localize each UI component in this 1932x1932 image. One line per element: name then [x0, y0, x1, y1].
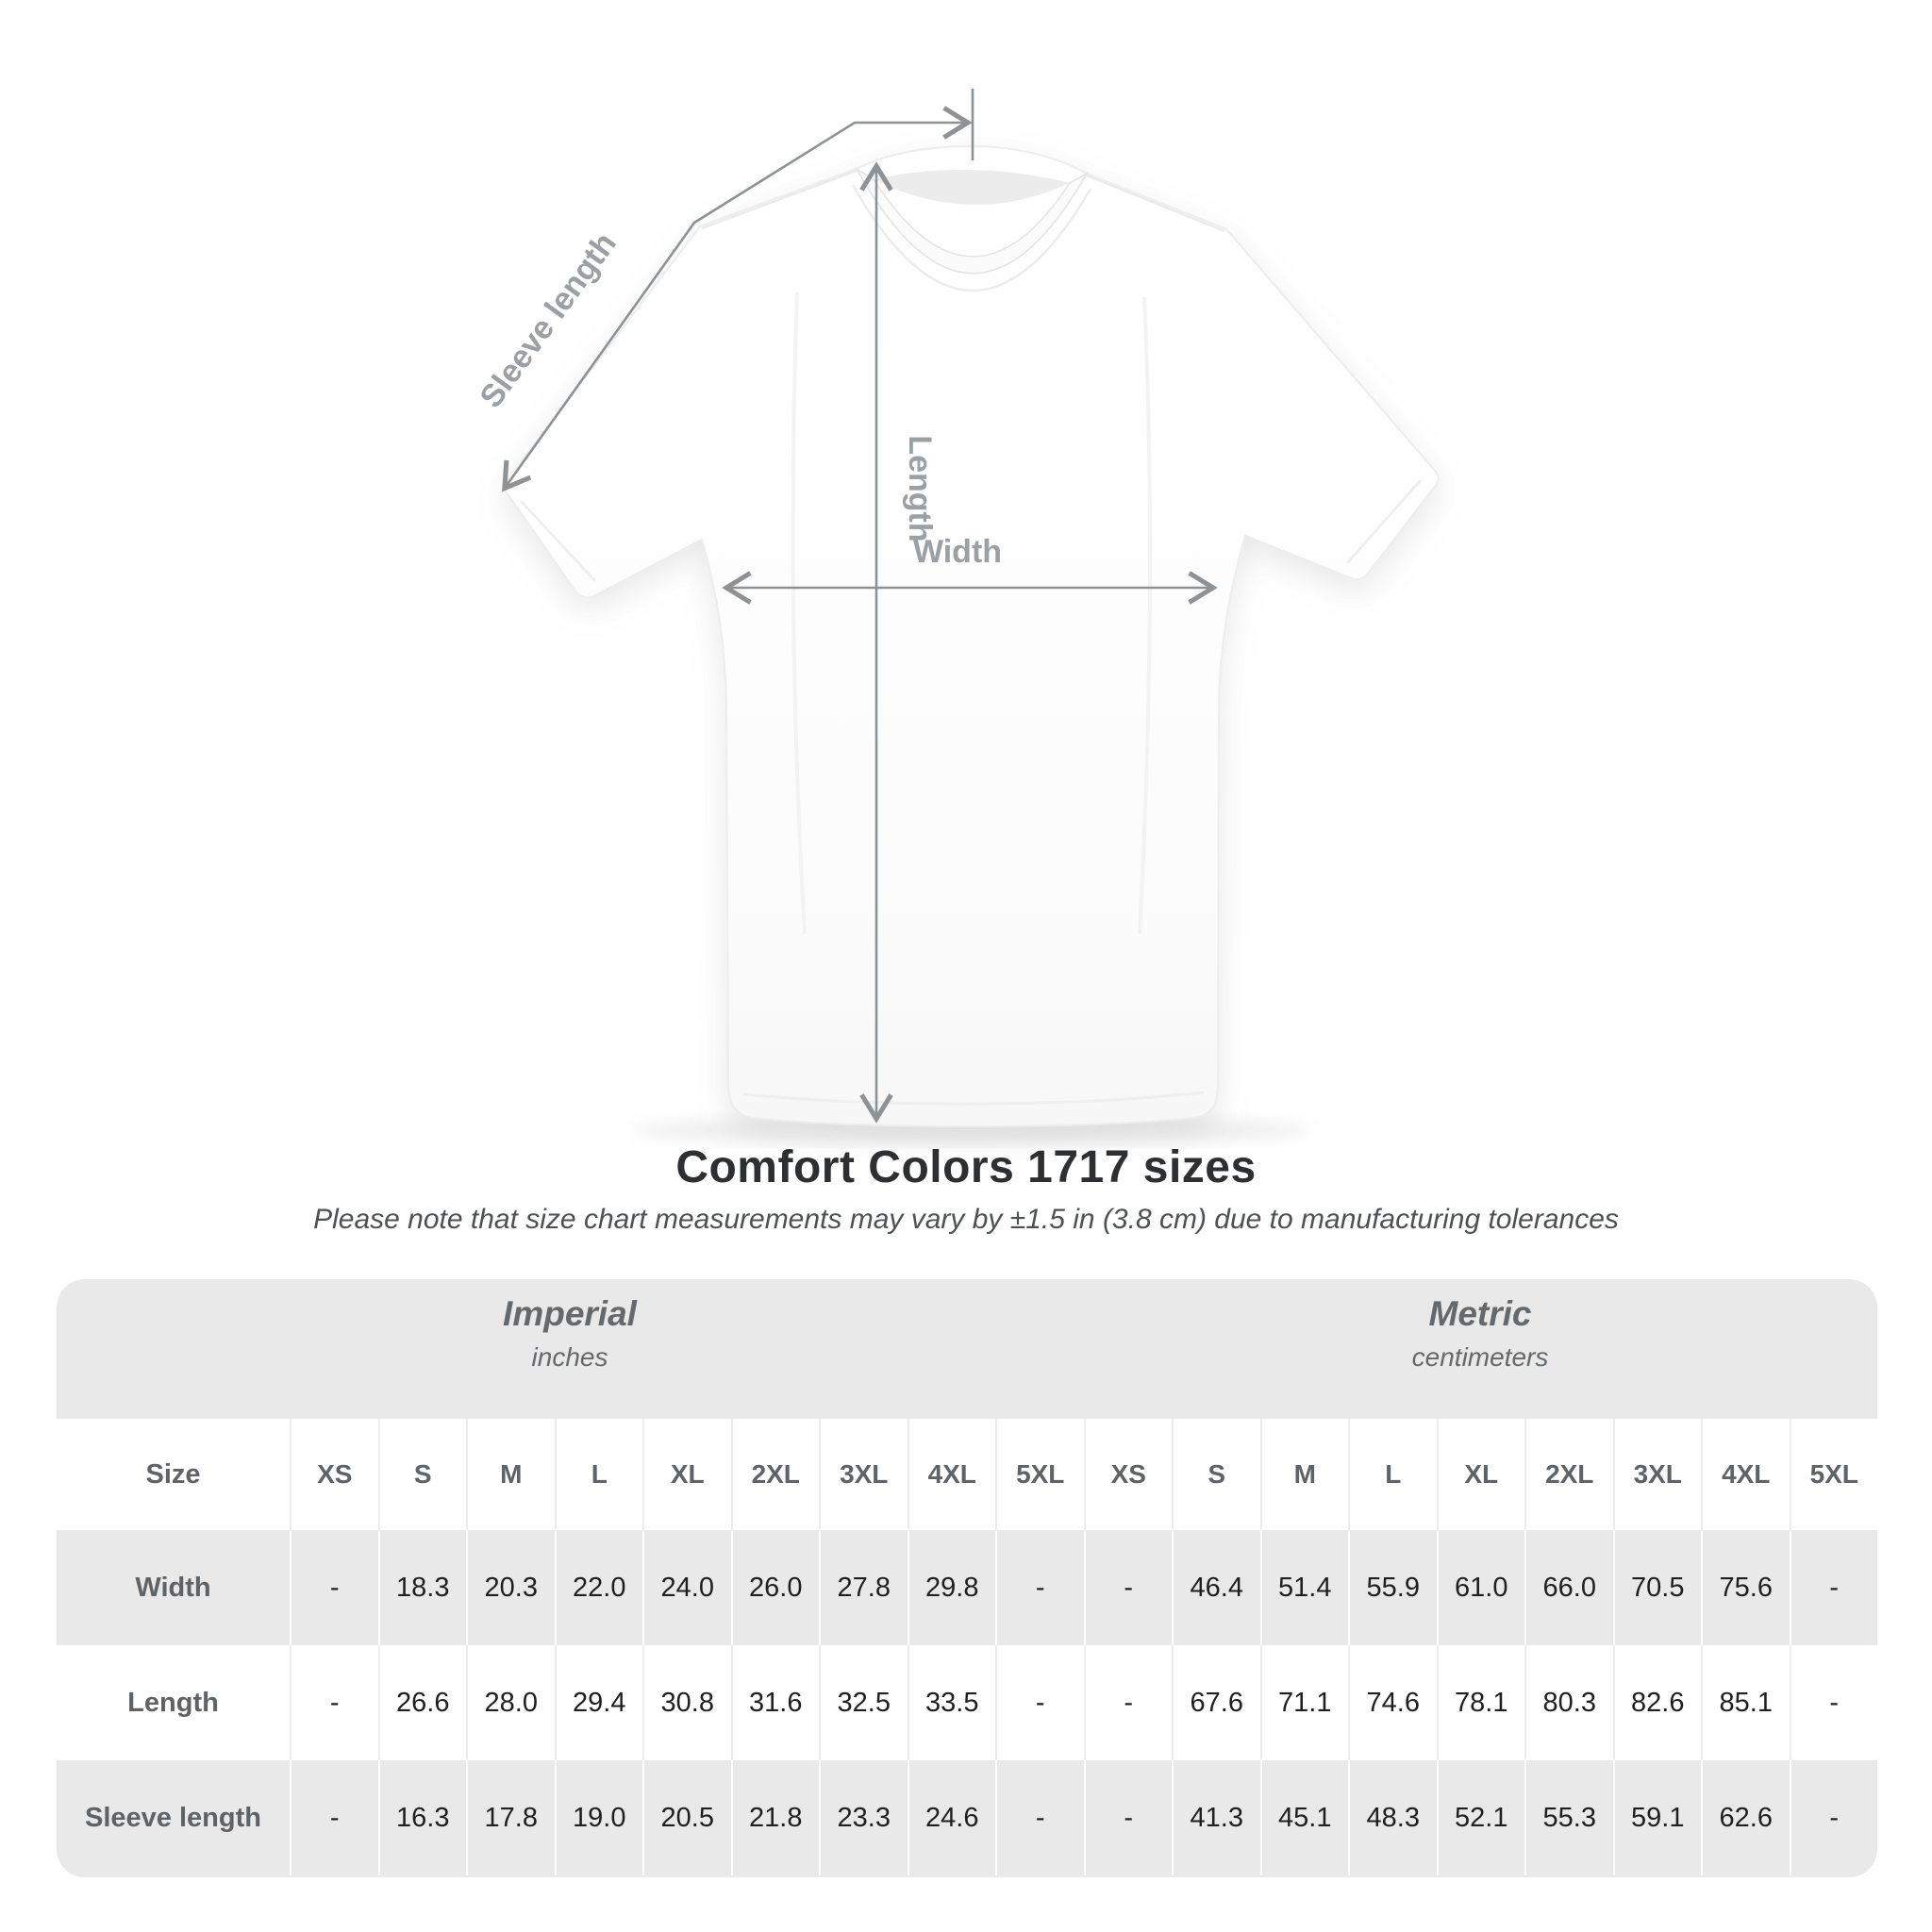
table-cell: 29.4 [555, 1645, 643, 1760]
size-header-row [57, 1419, 1877, 1530]
table-cell: - [290, 1645, 378, 1760]
table-cell: 80.3 [1524, 1645, 1613, 1760]
table-cell: S [378, 1419, 467, 1530]
table-row-length [57, 1645, 1877, 1760]
table-cell: 67.6 [1172, 1645, 1260, 1760]
table-cell: 74.6 [1348, 1645, 1437, 1760]
table-cell: 23.3 [819, 1760, 908, 1875]
metric-group-header [1083, 1279, 1877, 1419]
table-cell: - [1790, 1530, 1878, 1645]
metric-group-name: Metric [1428, 1294, 1532, 1333]
table-cell: 46.4 [1172, 1530, 1260, 1645]
table-cell: 51.4 [1260, 1530, 1349, 1645]
table-cell: 55.3 [1524, 1760, 1613, 1875]
table-cell: - [1084, 1645, 1173, 1760]
table-cell: 4XL [1701, 1419, 1790, 1530]
size-column-header: Size [145, 1458, 201, 1490]
table-cell: 2XL [731, 1419, 820, 1530]
row-label: Sleeve length [85, 1802, 261, 1833]
table-cell: S [1172, 1419, 1260, 1530]
table-cell: M [1260, 1419, 1349, 1530]
table-cell: XL [642, 1419, 731, 1530]
imperial-group-name: Imperial [503, 1294, 637, 1333]
table-cell: - [995, 1645, 1084, 1760]
table-cell: 85.1 [1701, 1645, 1790, 1760]
table-cell: 45.1 [1260, 1760, 1349, 1875]
row-label: Width [135, 1572, 211, 1603]
unit-group-row [57, 1279, 1877, 1419]
table-cell: 48.3 [1348, 1760, 1437, 1875]
table-cell: L [1348, 1419, 1437, 1530]
table-cell: 32.5 [819, 1645, 908, 1760]
page-title: Comfort Colors 1717 sizes [675, 1142, 1257, 1192]
table-cell: 52.1 [1437, 1760, 1525, 1875]
imperial-group-header [57, 1279, 1083, 1419]
table-cell: 20.5 [642, 1760, 731, 1875]
table-cell: 75.6 [1701, 1530, 1790, 1645]
table-cell: 31.6 [731, 1645, 820, 1760]
table-cell: 20.3 [466, 1530, 555, 1645]
sleeve-length-label: Sleeve length [473, 225, 624, 415]
table-cell: 21.8 [731, 1760, 820, 1875]
table-row-sleeve-length [57, 1760, 1877, 1875]
table-cell: 2XL [1524, 1419, 1613, 1530]
table-cell: 4XL [908, 1419, 996, 1530]
table-cell: 19.0 [555, 1760, 643, 1875]
table-cell: 3XL [819, 1419, 908, 1530]
table-cell: 24.6 [908, 1760, 996, 1875]
table-cell: 62.6 [1701, 1760, 1790, 1875]
table-cell: 5XL [995, 1419, 1084, 1530]
table-cell: M [466, 1419, 555, 1530]
width-label: Width [912, 534, 1003, 570]
metric-group-unit: centimeters [1411, 1342, 1549, 1372]
table-cell: XS [1084, 1419, 1173, 1530]
table-cell: 5XL [1790, 1419, 1878, 1530]
table-cell: 3XL [1613, 1419, 1702, 1530]
table-cell: 27.8 [819, 1530, 908, 1645]
table-cell: 33.5 [908, 1645, 996, 1760]
table-cell: 71.1 [1260, 1645, 1349, 1760]
table-cell: 78.1 [1437, 1645, 1525, 1760]
table-cell: - [290, 1760, 378, 1875]
table-cell: 18.3 [378, 1530, 467, 1645]
table-cell: 24.0 [642, 1530, 731, 1645]
table-cell: L [555, 1419, 643, 1530]
table-cell: 26.0 [731, 1530, 820, 1645]
table-cell: XS [290, 1419, 378, 1530]
imperial-group-unit: inches [531, 1342, 608, 1372]
table-cell: 66.0 [1524, 1530, 1613, 1645]
length-label: Length [902, 435, 938, 542]
table-cell: XL [1437, 1419, 1525, 1530]
table-cell: 29.8 [908, 1530, 996, 1645]
table-cell: 16.3 [378, 1760, 467, 1875]
table-cell: 59.1 [1613, 1760, 1702, 1875]
table-cell: - [995, 1760, 1084, 1875]
table-cell: 17.8 [466, 1760, 555, 1875]
table-cell: 82.6 [1613, 1645, 1702, 1760]
size-table [57, 1279, 1877, 1877]
table-cell: 26.6 [378, 1645, 467, 1760]
table-row-width [57, 1530, 1877, 1645]
table-cell: 28.0 [466, 1645, 555, 1760]
table-cell: 22.0 [555, 1530, 643, 1645]
table-cell: 30.8 [642, 1645, 731, 1760]
table-cell: - [1790, 1645, 1878, 1760]
table-cell: - [1084, 1760, 1173, 1875]
row-label: Length [127, 1687, 219, 1718]
table-cell: - [995, 1530, 1084, 1645]
table-cell: - [1790, 1760, 1878, 1875]
table-cell: - [290, 1530, 378, 1645]
table-cell: 70.5 [1613, 1530, 1702, 1645]
table-cell: - [1084, 1530, 1173, 1645]
table-cell: 41.3 [1172, 1760, 1260, 1875]
table-cell: 55.9 [1348, 1530, 1437, 1645]
page-subtitle: Please note that size chart measurements may vary by ±1.5 in (3.8 cm) due to manufacturing tolerances [313, 1204, 1619, 1235]
table-cell: 61.0 [1437, 1530, 1525, 1645]
